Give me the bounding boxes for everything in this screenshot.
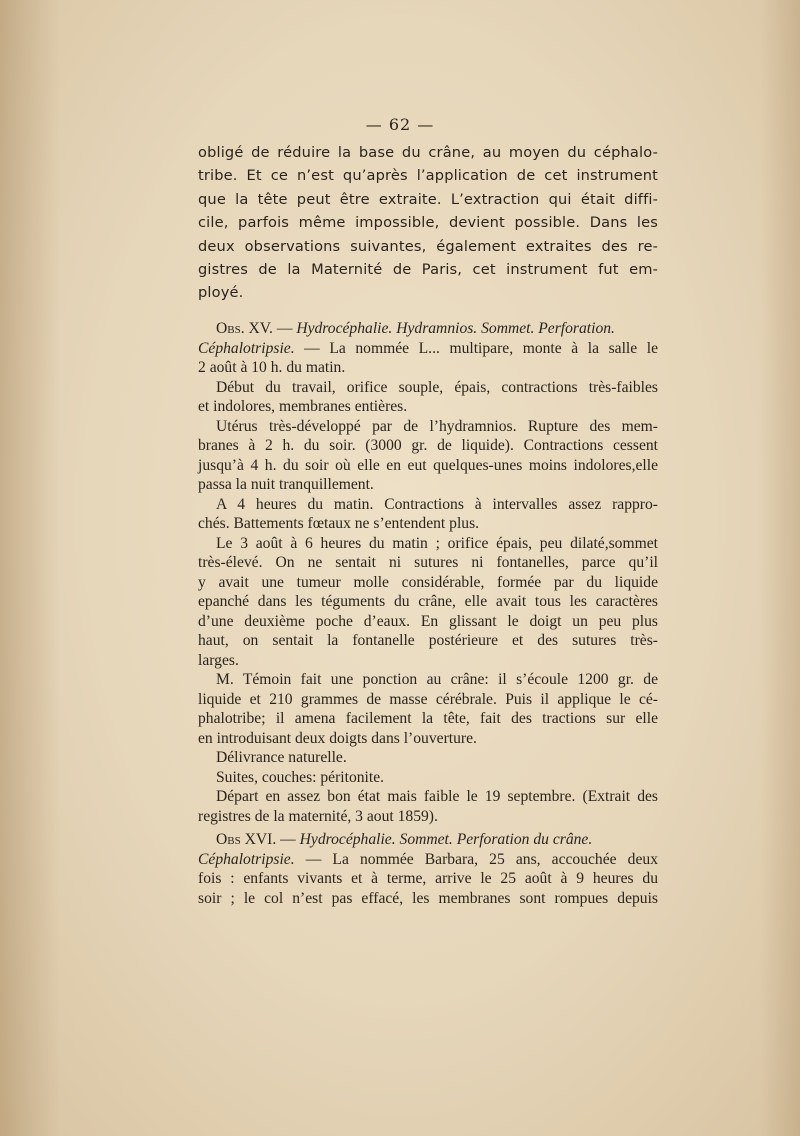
text-line: en introduisant deux doigts dans l’ouverture. (198, 729, 477, 747)
text-line: fois : enfants vivants et à terme, arrive le 25 août à 9 heures du (198, 870, 658, 887)
text-line: A 4 heures du matin. Contractions à intervalles assez rappro- (216, 495, 658, 513)
text-line: obligé de réduire la base du crâne, au moyen du céphalo- (198, 144, 658, 161)
text-line: Début du travail, orifice souple, épais, contractions très-faibles (216, 378, 658, 396)
text-line: cile, parfois même impossible, devient possible. Dans les (198, 214, 658, 232)
text-line (198, 850, 658, 870)
observation-title: Hydrocéphalie. Hydramnios. Sommet. Perforation. (296, 320, 615, 337)
text-line: gistres de la Maternité de Paris, cet instrument fut em- (198, 261, 658, 279)
text-line: que la tête peut être extraite. L’extraction qui était diffi- (198, 190, 658, 208)
text-line: très-élevé. On ne sentait ni sutures ni fontanelles, parce qu’il (198, 554, 658, 571)
observation-15 (198, 319, 658, 826)
text-line: haut, on sentait la fontanelle postérieure et des sutures très- (198, 632, 658, 649)
text-line: epanché dans les téguments du crâne, elle avait tous les caractères (198, 593, 658, 610)
text-line: registres de la maternité, 3 aout 1859). (198, 807, 438, 825)
text-line: y avait une tumeur molle considérable, formée par du liquide (198, 573, 658, 591)
text-line: Utérus très-développé par de l’hydramnios. Rupture des mem- (216, 417, 658, 435)
text-line (198, 339, 658, 359)
text-line: et indolores, membranes entières. (198, 398, 408, 415)
text-line: passa la nuit tranquillement. (198, 476, 374, 493)
page-edge-shadow-right (760, 0, 800, 1136)
text-line: deux observations suivantes, également extraites des re- (198, 237, 658, 255)
observation-heading (198, 830, 658, 850)
intro-paragraph (198, 141, 658, 305)
text-line: d’une deuxième poche d’eaux. En glissant le doigt un peu plus (198, 612, 658, 630)
text-line: Délivrance naturelle. (216, 749, 347, 766)
observation-procedure: Céphalotripsie. (198, 850, 295, 868)
text-line: Départ en assez bon état mais faible le 19 septembre. (Extrait des (216, 788, 658, 805)
text-fragment: — La nommée Barbara, 25 ans, accouchée deux (294, 850, 658, 868)
observation-label: Obs XVI. — (216, 831, 296, 848)
text-line: jusqu’à 4 h. du soir où elle en eut quelques-unes moins indolores,elle (198, 456, 658, 474)
text-line: M. Témoin fait une ponction au crâne: il s’écoule 1200 gr. de (216, 671, 658, 688)
observation-label: Obs. XV. — (216, 320, 293, 337)
text-line: liquide et 210 grammes de masse cérébrale. Puis il applique le cé- (198, 690, 658, 708)
text-line: branes à 2 h. du soir. (3000 gr. de liquide). Contractions cessent (198, 437, 658, 454)
observation-16 (198, 830, 658, 908)
page-number: — 62 — (365, 115, 435, 134)
text-line: chés. Battements fœtaux ne s’entendent plus. (198, 515, 480, 532)
text-line: soir ; le col n’est pas effacé, les membranes sont rompues depuis (198, 889, 658, 907)
observation-title: Hydrocéphalie. Sommet. Perforation du crâne. (299, 831, 593, 848)
observation-heading (198, 319, 658, 339)
text-line: phalotribe; il amena facilement la tête, fait des tractions sur elle (198, 710, 658, 727)
observation-procedure: Céphalotripsie. (198, 339, 295, 357)
text-line: larges. (198, 651, 239, 669)
text-line: Suites, couches: péritonite. (216, 768, 385, 786)
text-line: 2 août à 10 h. du matin. (198, 359, 346, 376)
text-line: tribe. Et ce n’est qu’après l’application de cet instrument (198, 167, 658, 185)
page-edge-shadow-left (0, 0, 60, 1136)
text-line: Le 3 août à 6 heures du matin ; orifice épais, peu dilaté,sommet (216, 534, 658, 552)
text-line: ployé. (198, 284, 244, 302)
text-fragment: — La nommée L... multipare, monte à la salle le (294, 339, 658, 357)
